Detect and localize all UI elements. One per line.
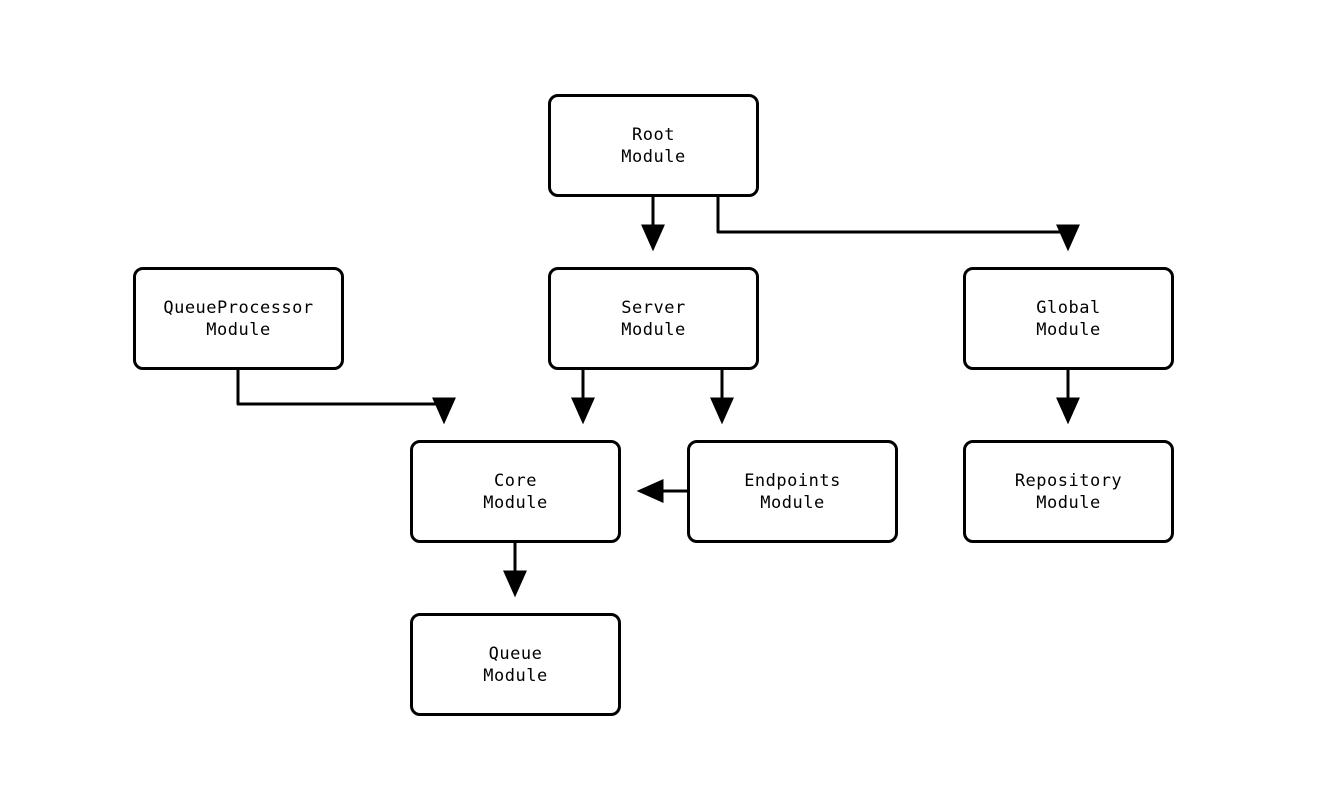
- node-endpoints-module[interactable]: [687, 440, 898, 543]
- node-endpoints-module-line2: Module: [760, 492, 825, 513]
- node-queue-module-line1: Queue: [488, 643, 543, 664]
- node-core-module-line2: Module: [483, 492, 548, 513]
- edge-queueprocessor-to-core: [238, 370, 444, 419]
- node-server-module-line1: Server: [621, 297, 686, 318]
- node-server-module-line2: Module: [621, 319, 686, 340]
- node-global-module-line2: Module: [1036, 319, 1101, 340]
- node-queue-module-line2: Module: [483, 665, 548, 686]
- node-root-module[interactable]: [548, 94, 759, 197]
- node-core-module[interactable]: [410, 440, 621, 543]
- node-global-module-line1: Global: [1036, 297, 1101, 318]
- node-queueprocessor-module-line1: QueueProcessor: [163, 297, 314, 318]
- node-root-module-line1: Root: [632, 124, 675, 145]
- node-queue-module[interactable]: [410, 613, 621, 716]
- node-repository-module-line1: Repository: [1014, 470, 1123, 491]
- node-server-module[interactable]: [548, 267, 759, 370]
- node-core-module-line1: Core: [494, 470, 537, 491]
- node-global-module[interactable]: [963, 267, 1174, 370]
- node-queueprocessor-module-line2: Module: [206, 319, 271, 340]
- edge-root-to-global: [718, 197, 1068, 246]
- node-repository-module-line2: Module: [1036, 492, 1101, 513]
- node-queueprocessor-module[interactable]: [133, 267, 344, 370]
- node-repository-module[interactable]: [963, 440, 1174, 543]
- node-root-module-line2: Module: [621, 146, 686, 167]
- node-endpoints-module-line1: Endpoints: [744, 470, 841, 491]
